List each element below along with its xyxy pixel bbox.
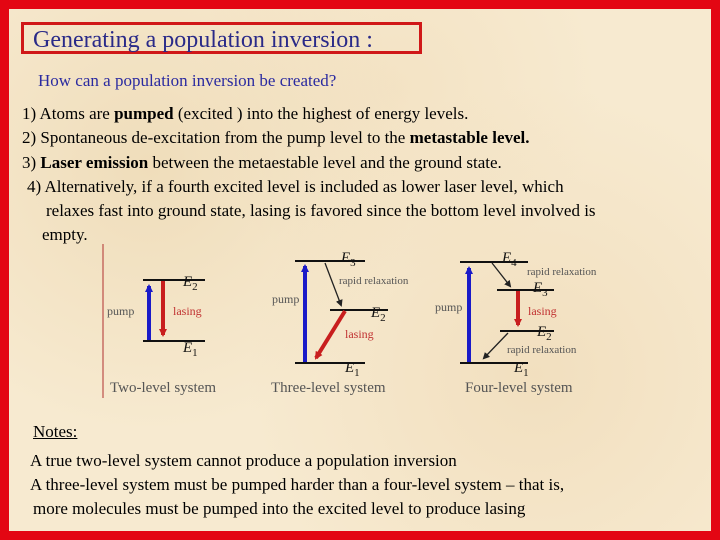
four-level-relax-bottom-arrow [484, 333, 508, 358]
note-line-3: more molecules must be pumped into the excited level to produce lasing [33, 499, 526, 518]
step-4-line-2: relaxes fast into ground state, lasing is favored since the bottom level involved is [46, 201, 596, 220]
step-1-number: 1) [22, 104, 37, 123]
step-1-text-b: (excited ) into the highest of energy levels. [173, 104, 469, 123]
three-level-lasing-arrow [316, 311, 345, 358]
step-2-bold: metastable level. [409, 128, 530, 147]
notes-heading: Notes: [33, 422, 78, 441]
four-level-relax-top-label: rapid relaxation [527, 266, 597, 278]
four-level-caption: Four-level system [465, 380, 573, 396]
four-level-pump-label: pump [435, 300, 463, 314]
step-4-line-1: 4) Alternatively, if a fourth excited level is included as lower laser level, which [27, 177, 564, 196]
four-level-e3-label: $E_3$ [533, 280, 548, 299]
four-level-diagram [435, 250, 597, 396]
step-4-line-3: empty. [42, 225, 88, 244]
step-3-bold: Laser emission [40, 153, 149, 172]
four-level-e4-label: $E_4$ [502, 250, 517, 269]
two-level-upper-label: $E_2$ [183, 274, 198, 293]
step-1-bold: pumped [114, 104, 174, 123]
step-1-text-a: Atoms are [39, 104, 115, 123]
two-level-lower-label: $E_1$ [183, 340, 198, 359]
three-level-diagram [271, 250, 409, 396]
three-level-lasing-label: lasing [345, 327, 374, 341]
two-level-caption: Two-level system [110, 380, 217, 396]
three-level-e3-label: $E_3$ [341, 250, 356, 269]
three-level-caption: Three-level system [271, 380, 386, 396]
step-3-number: 3) [22, 153, 37, 172]
step-3-text-b: between the metaestable level and the ground state. [148, 153, 502, 172]
page-title: Generating a population inversion : [33, 27, 373, 53]
three-level-relax-label: rapid relaxation [339, 275, 409, 287]
four-level-lasing-label: lasing [528, 304, 557, 318]
three-level-e1-label: $E_1$ [345, 360, 360, 379]
note-line-1: A true two-level system cannot produce a population inversion [30, 451, 457, 470]
three-level-pump-label: pump [272, 292, 300, 306]
two-level-lasing-label: lasing [173, 304, 202, 318]
four-level-relax-top-arrow [492, 263, 510, 286]
subtitle: How can a population inversion be created? [38, 71, 337, 90]
two-level-diagram [107, 274, 216, 396]
step-2-number: 2) [22, 128, 37, 147]
two-level-pump-label: pump [107, 304, 135, 318]
four-level-e1-label: $E_1$ [514, 360, 529, 379]
four-level-e2-label: $E_2$ [537, 324, 552, 343]
step-2-text-a: Spontaneous de-excitation from the pump level to the [40, 128, 410, 147]
three-level-e2-label: $E_2$ [371, 305, 386, 324]
four-level-relax-bottom-label: rapid relaxation [507, 344, 577, 356]
note-line-2: A three-level system must be pumped harder than a four-level system – that is, [30, 475, 565, 494]
